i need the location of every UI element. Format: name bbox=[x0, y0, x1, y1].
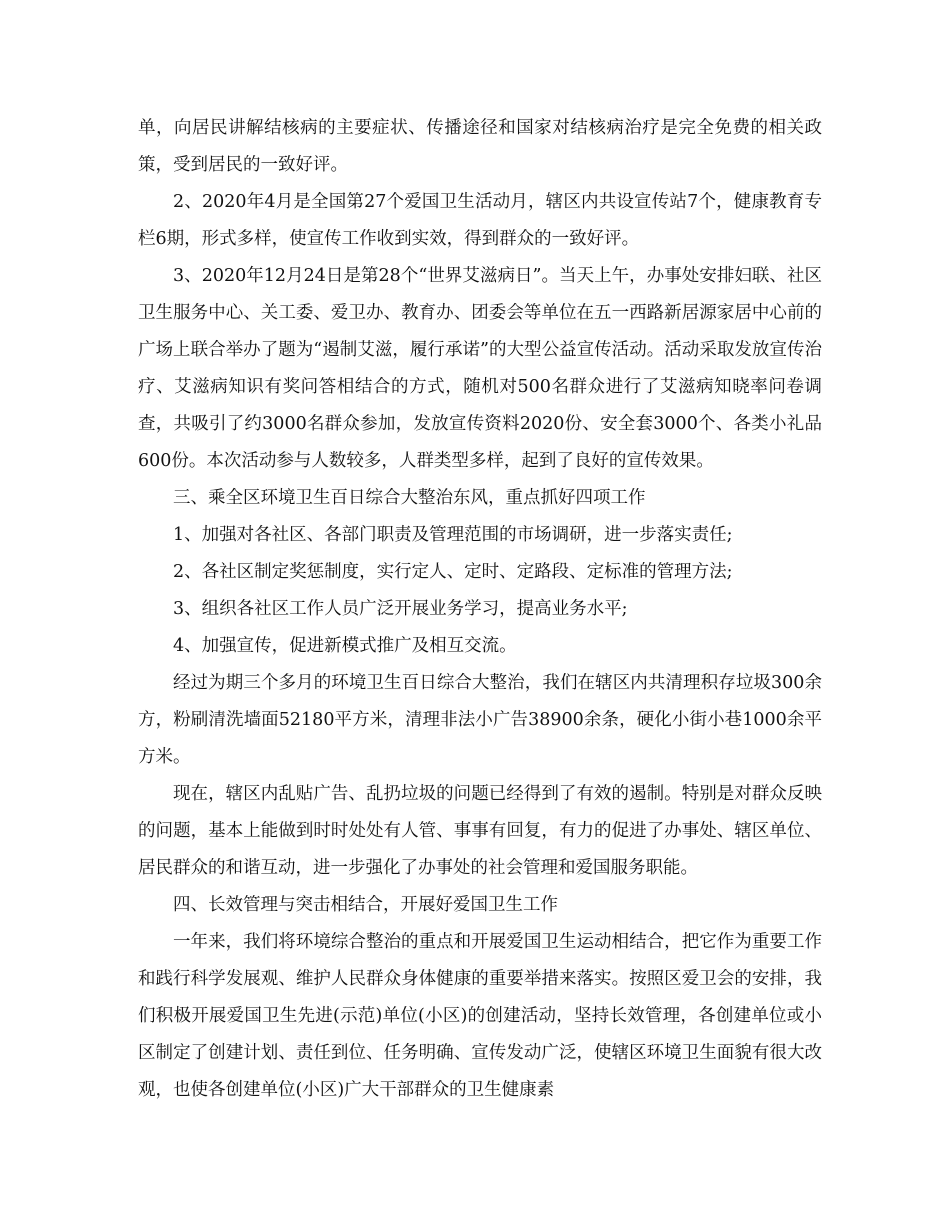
paragraph-current-status: 现在，辖区内乱贴广告、乱扔垃圾的问题已经得到了有效的遏制。特别是对群众反映的问题，基本上能做到时时处处有人管、事事有回复，有力的促进了办事处、辖区单位、居民群众的和谐互动，进一步强化了办事处的社会管理和爱国服务职能。 bbox=[138, 784, 822, 878]
document-body bbox=[138, 110, 822, 1109]
list-item-3: 3、组织各社区工作人员广泛开展业务学习，提高业务水平; bbox=[173, 599, 628, 619]
paragraph-year-summary: 一年来，我们将环境综合整治的重点和开展爱国卫生运动相结合，把它作为重要工作和践行科学发展观、维护人民群众身体健康的重要举措来落实。按照区爱卫会的安排，我们积极开展爱国卫生先进(示范)单位(小区)的创建活动，坚持长效管理，各创建单位或小区制定了创建计划、责任到位、任务明确、宣传发动广泛，使辖区环境卫生面貌有很大改观，也使各创建单位(小区)广大干部群众的卫生健康素 bbox=[138, 932, 822, 1100]
list-item-1: 1、加强对各社区、各部门职责及管理范围的市场调研，进一步落实责任; bbox=[173, 525, 733, 545]
list-item-2: 2、各社区制定奖惩制度，实行定人、定时、定路段、定标准的管理方法; bbox=[173, 562, 733, 582]
section-heading-four: 四、长效管理与突击相结合，开展好爱国卫生工作 bbox=[173, 895, 558, 915]
paragraph-continuation: 单，向居民讲解结核病的主要症状、传播途径和国家对结核病治疗是完全免费的相关政策，受到居民的一致好评。 bbox=[138, 118, 822, 175]
section-heading-three: 三、乘全区环境卫生百日综合大整治东风，重点抓好四项工作 bbox=[173, 488, 646, 508]
paragraph-results: 经过为期三个多月的环境卫生百日综合大整治，我们在辖区内共清理积存垃圾300余方，粉刷清洗墙面52180平方米，清理非法小广告38900余条，硬化小街小巷1000余平方米。 bbox=[138, 673, 822, 767]
paragraph-health-month: 2、2020年4月是全国第27个爱国卫生活动月，辖区内共设宣传站7个，健康教育专栏6期，形式多样，使宣传工作收到实效，得到群众的一致好评。 bbox=[138, 192, 822, 249]
paragraph-aids-day: 3、2020年12月24日是第28个“世界艾滋病日”。当天上午，办事处安排妇联、社区卫生服务中心、关工委、爱卫办、教育办、团委会等单位在五一西路新居源家居中心前的广场上联合举办了题为“遏制艾滋，履行承诺”的大型公益宣传活动。活动采取发放宣传治疗、艾滋病知识有奖问答相结合的方式，随机对500名群众进行了艾滋病知晓率问卷调查，共吸引了约3000名群众参加，发放宣传资料2020份、安全套3000个、各类小礼品600份。本次活动参与人数较多，人群类型多样，起到了良好的宣传效果。 bbox=[138, 266, 822, 471]
list-item-4: 4、加强宣传，促进新模式推广及相互交流。 bbox=[173, 636, 517, 656]
